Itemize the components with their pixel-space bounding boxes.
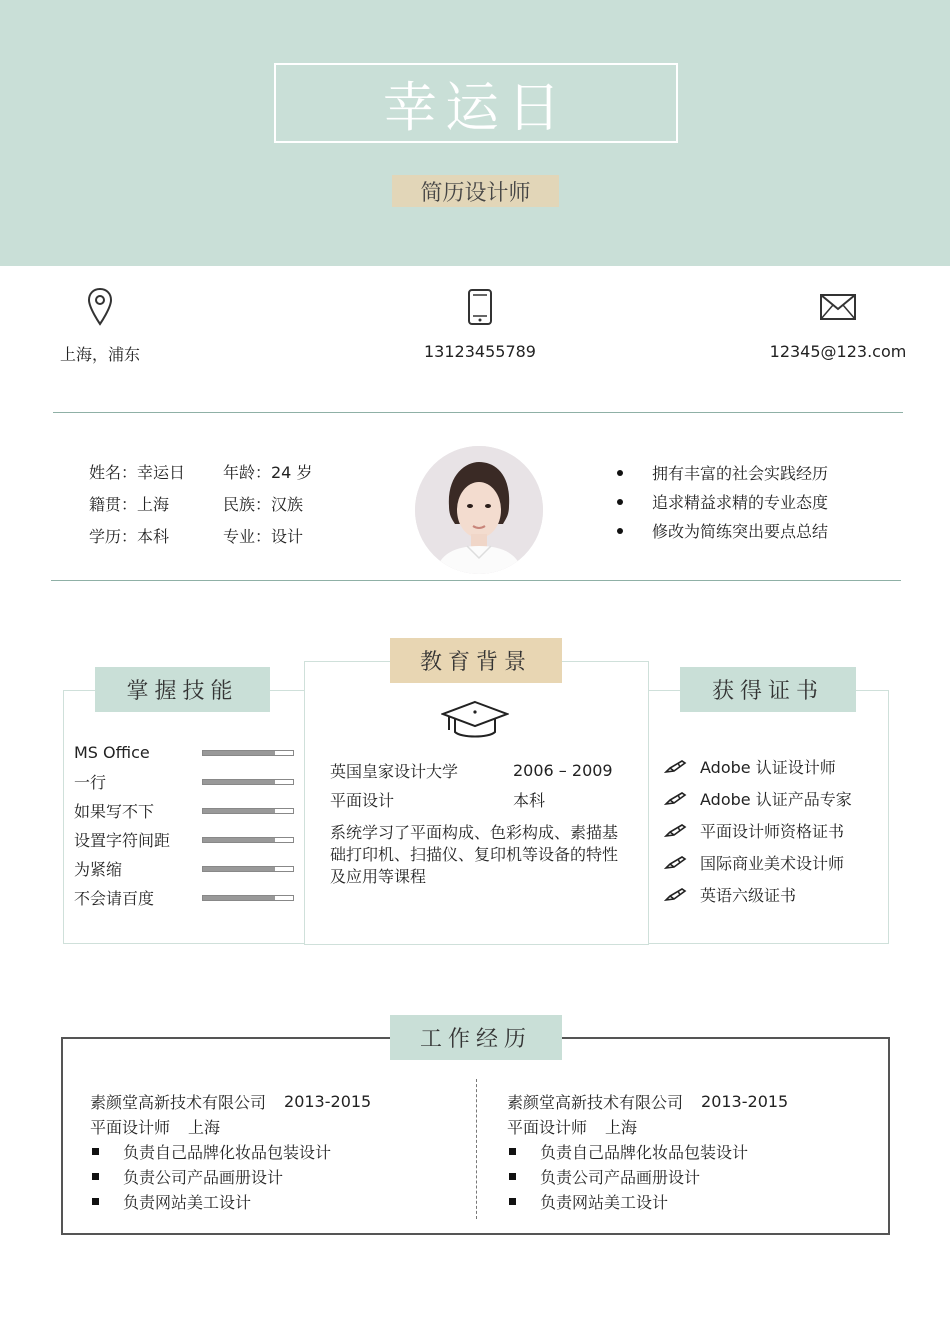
company-name: 素颜堂高新技术有限公司 (507, 1093, 684, 1112)
divider (648, 690, 680, 691)
list-item: 追求精益求精的专业态度 (612, 487, 828, 516)
pen-icon (664, 854, 688, 870)
divider (476, 1079, 477, 1219)
divider (53, 412, 903, 413)
skill-item: 设置字符间距 (74, 825, 294, 854)
divider (856, 690, 889, 691)
divider (51, 580, 901, 581)
divider (304, 661, 390, 662)
skill-item: 一行 (74, 767, 294, 796)
job-city: 上海 (188, 1118, 221, 1137)
role-tag: 简历设计师 (392, 175, 559, 207)
list-item: Adobe 认证设计师 (664, 750, 852, 782)
list-item: 拥有丰富的社会实践经历 (612, 458, 828, 487)
skills-title: 掌握技能 (95, 667, 270, 712)
location-text: 上海，浦东 (59, 345, 140, 364)
pen-icon (664, 790, 688, 806)
location-pin-icon (0, 286, 200, 328)
candidate-name: 幸运日 (383, 75, 569, 139)
divider (562, 661, 649, 662)
list-item: 负责网站美工设计 (90, 1189, 371, 1214)
pen-icon (664, 822, 688, 838)
job-entry (90, 1089, 371, 1214)
skill-item: 为紧缩 (74, 854, 294, 883)
header-band (0, 0, 950, 266)
certificates-list (664, 750, 852, 910)
divider (63, 690, 95, 691)
skill-bar (202, 750, 294, 756)
skills-list (74, 738, 294, 912)
list-item: Adobe 认证产品专家 (664, 782, 852, 814)
profile-age: 年龄：24 岁 (223, 462, 313, 482)
divider (270, 690, 305, 691)
work-panel (61, 1037, 890, 1235)
contact-phone (380, 286, 580, 361)
profile-middle (223, 455, 312, 551)
contact-email (738, 286, 938, 361)
list-item: 负责网站美工设计 (507, 1189, 788, 1214)
pen-icon (664, 758, 688, 774)
job-city: 上海 (605, 1118, 638, 1137)
education-row (330, 756, 630, 785)
contact-location (0, 286, 200, 365)
job-period: 2013-2015 (284, 1092, 372, 1111)
skill-bar (202, 779, 294, 785)
school-name: 英国皇家设计大学 (330, 762, 459, 781)
profile-ethnicity: 民族：汉族 (223, 494, 304, 514)
profile-major: 专业：设计 (223, 526, 304, 546)
list-item: 英语六级证书 (664, 878, 852, 910)
skill-item: MS Office (74, 738, 294, 767)
job-entry (507, 1089, 788, 1214)
name-frame (274, 63, 678, 143)
degree: 本科 (513, 791, 546, 810)
profile-left (89, 455, 185, 551)
skill-bar (202, 866, 294, 872)
list-item: 平面设计师资格证书 (664, 814, 852, 846)
list-item: 负责公司产品画册设计 (507, 1164, 788, 1189)
major-name: 平面设计 (330, 791, 395, 810)
skill-item: 不会请百度 (74, 883, 294, 912)
education-description: 系统学习了平面构成、色彩构成、素描基础打印机、扫描仪、复印机等设备的特性及应用等课程 (330, 823, 619, 886)
job-position: 平面设计师 (90, 1118, 171, 1137)
job-position: 平面设计师 (507, 1118, 588, 1137)
avatar (415, 446, 543, 574)
pen-icon (664, 886, 688, 902)
email-text: 12345@123.com (769, 342, 907, 361)
certificates-title: 获得证书 (680, 667, 856, 712)
work-title: 工作经历 (390, 1015, 562, 1060)
education-title: 教育背景 (390, 638, 562, 683)
education-years: 2006 – 2009 (513, 761, 613, 780)
company-name: 素颜堂高新技术有限公司 (90, 1093, 267, 1112)
job-period: 2013-2015 (701, 1092, 789, 1111)
phone-text: 13123455789 (424, 342, 536, 361)
phone-icon (380, 286, 580, 328)
profile-education: 学历：本科 (89, 526, 170, 546)
list-item: 负责自己品牌化妆品包装设计 (507, 1139, 788, 1164)
list-item: 负责公司产品画册设计 (90, 1164, 371, 1189)
skill-bar (202, 895, 294, 901)
list-item: 修改为简练突出要点总结 (612, 516, 828, 545)
skill-bar (202, 808, 294, 814)
envelope-icon (738, 286, 938, 328)
graduation-cap-icon (441, 700, 509, 746)
highlights-list (612, 458, 828, 545)
profile-name: 姓名：幸运日 (89, 462, 186, 482)
education-row (330, 785, 630, 814)
skill-bar (202, 837, 294, 843)
skill-item: 如果写不下 (74, 796, 294, 825)
education-details (330, 756, 630, 888)
list-item: 负责自己品牌化妆品包装设计 (90, 1139, 371, 1164)
profile-origin: 籍贯：上海 (89, 494, 170, 514)
list-item: 国际商业美术设计师 (664, 846, 852, 878)
